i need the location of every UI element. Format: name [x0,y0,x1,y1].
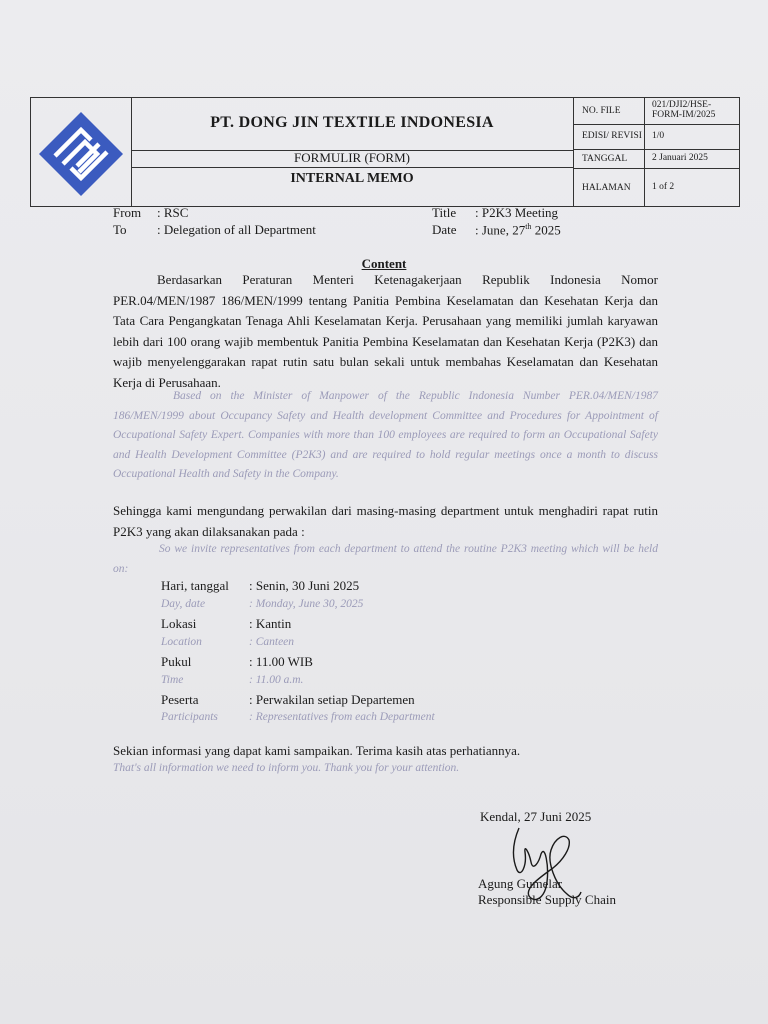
header-title-block [131,98,574,206]
form-label: FORMULIR (FORM) [294,150,410,165]
from-label: From [113,205,142,220]
to-value: : Delegation of all Department [157,222,316,237]
document-header [30,97,740,207]
closing-english: That's all information we need to inform you. Thank you for your attention. [113,762,460,774]
date-label: Date [432,222,457,237]
field-tanggal: TANGGAL 2 Januari 2025 [573,150,739,169]
memo-label: INTERNAL MEMO [290,171,414,186]
from-value: : RSC [157,205,189,220]
field-edisi-revisi: EDISI/ REVISI 1/0 [573,125,739,150]
dong-jin-diamond-logo-icon [31,98,131,206]
paragraph-indonesian-1: Berdasarkan Peraturan Menteri Ketenagakerjaan Republik Indonesia Nomor PER.04/MEN/1987 186/MEN/1999 tentang Panitia Pembina Keselamatan dan Kesehatan Kerja dan Tata Cara Pengangkatan Tenaga Ahli Keselamatan Kerja. Perusahaan yang memiliki jumlah karyawan lebih dari 100 orang wajib membentuk Panitia Pembina Keselamatan dan Kesehatan Kerja (P2K3) dan wajib menyelenggarakan rapat rutin satu bulan sekali untuk membahas Keselamatan dan Kesehatan Kerja di Perusahaan. [113,272,658,390]
place-date: Kendal, 27 Juni 2025 [480,809,592,824]
paragraph-english-1: Based on the Minister of Manpower of the Republic Indonesia Number PER.04/MEN/1987 186/MEN/1999 about Occupancy Safety and Health development Committee and Procedures for Appointment of Occupational Safety Expert. Companies with more than 100 employees are required to form an Occupational Safety and Health Development Committee (P2K3) and are required to hold regular meetings once a month to discuss Occupational Health and Safety in the Company. [113,390,658,480]
content-heading: Content [361,256,407,271]
date-value: : June, 27th 2025 [475,222,561,238]
logo-cell [31,98,132,206]
to-label: To [113,222,127,237]
field-no-file: NO. FILE 021/DJI2/HSE-FORM-IM/2025 [573,98,739,125]
closing-indonesian: Sekian informasi yang dapat kami sampaikan. Terima kasih atas perhatiannya. [113,743,521,758]
memo-page: PT. DONG JIN TEXTILE INDONESIA FORMULIR (FORM) INTERNAL MEMO NO. FILE 021/DJI2/HSE-FORM-IM/2025 EDISI/ REVISI 1/0 TANGGAL 2 Januari 2025 HALAMAN 1 of 2 From : RSC To : Delegation of all Department Title : P2K3 Meeting Date : June, 27th 2025 Content Berdasarkan Peraturan Menteri Ketenagakerjaan Republik Indonesia Nomor PER.04/MEN/1987 186/MEN/1999 tentang Panitia Pembina Keselamatan dan Kesehatan Kerja dan Tata Cara Pengangkatan Tenaga Ahli Keselamatan Kerja. Perusahaan yang memiliki jumlah karyawan lebih dari 100 orang wajib membentuk Panitia Pembina Keselamatan dan Kesehatan Kerja (P2K3) dan wajib menyelenggarakan rapat rutin satu bulan sekali untuk membahas Keselamatan dan Kesehatan Kerja di Perusahaan. Based on the Minister of Manpower of the Republic Indonesia Number PER.04/MEN/1987 186/MEN/1999 about Occupancy Safety and Health development Committee and Procedures for Appointment of Occupational Safety Expert. Companies with more than 100 employees are required to form an Occupational Safety and Health Development Committee (P2K3) and are required to hold regular meetings once a month to discuss Occupational Health and Safety in the Company. Sehingga kami mengundang perwakilan dari masing-masing department untuk menghadiri rapat rutin P2K3 yang akan dilaksanakan pada : So we invite representatives from each department to attend the routine P2K3 meeting which will be held on: Hari, tanggal : Senin, 30 Juni 2025 Day, date : Monday, June 30, 2025 Lokasi : Kantin Location : Canteen Pukul : 11.00 WIB Time : 11.00 a.m. Peserta : Perwakilan setiap Departemen Participants : Representatives from each Department Sekian informasi yang dapat kami sampaikan. Terima kasih atas perhatiannya. That's all information we need to inform you. Thank you for your attention. Kendal, 27 Juni 2025 Agung Gumelar Responsible Supply Chain [0,0,768,1024]
signatory-name: Agung Gumelar [478,876,563,891]
paragraph-english-2: So we invite representatives from each department to attend the routine P2K3 meeting which will be held on: [113,543,658,575]
paragraph-indonesian-2: Sehingga kami mengundang perwakilan dari masing-masing department untuk menghadiri rapat rutin P2K3 yang akan dilaksanakan pada : [113,503,658,539]
title-value: : P2K3 Meeting [475,205,559,220]
signatory-position: Responsible Supply Chain [478,892,616,907]
company-name: PT. DONG JIN TEXTILE INDONESIA [210,114,494,131]
document-control-fields [573,98,739,206]
field-halaman: HALAMAN 1 of 2 [573,169,739,206]
title-label: Title [432,205,457,220]
